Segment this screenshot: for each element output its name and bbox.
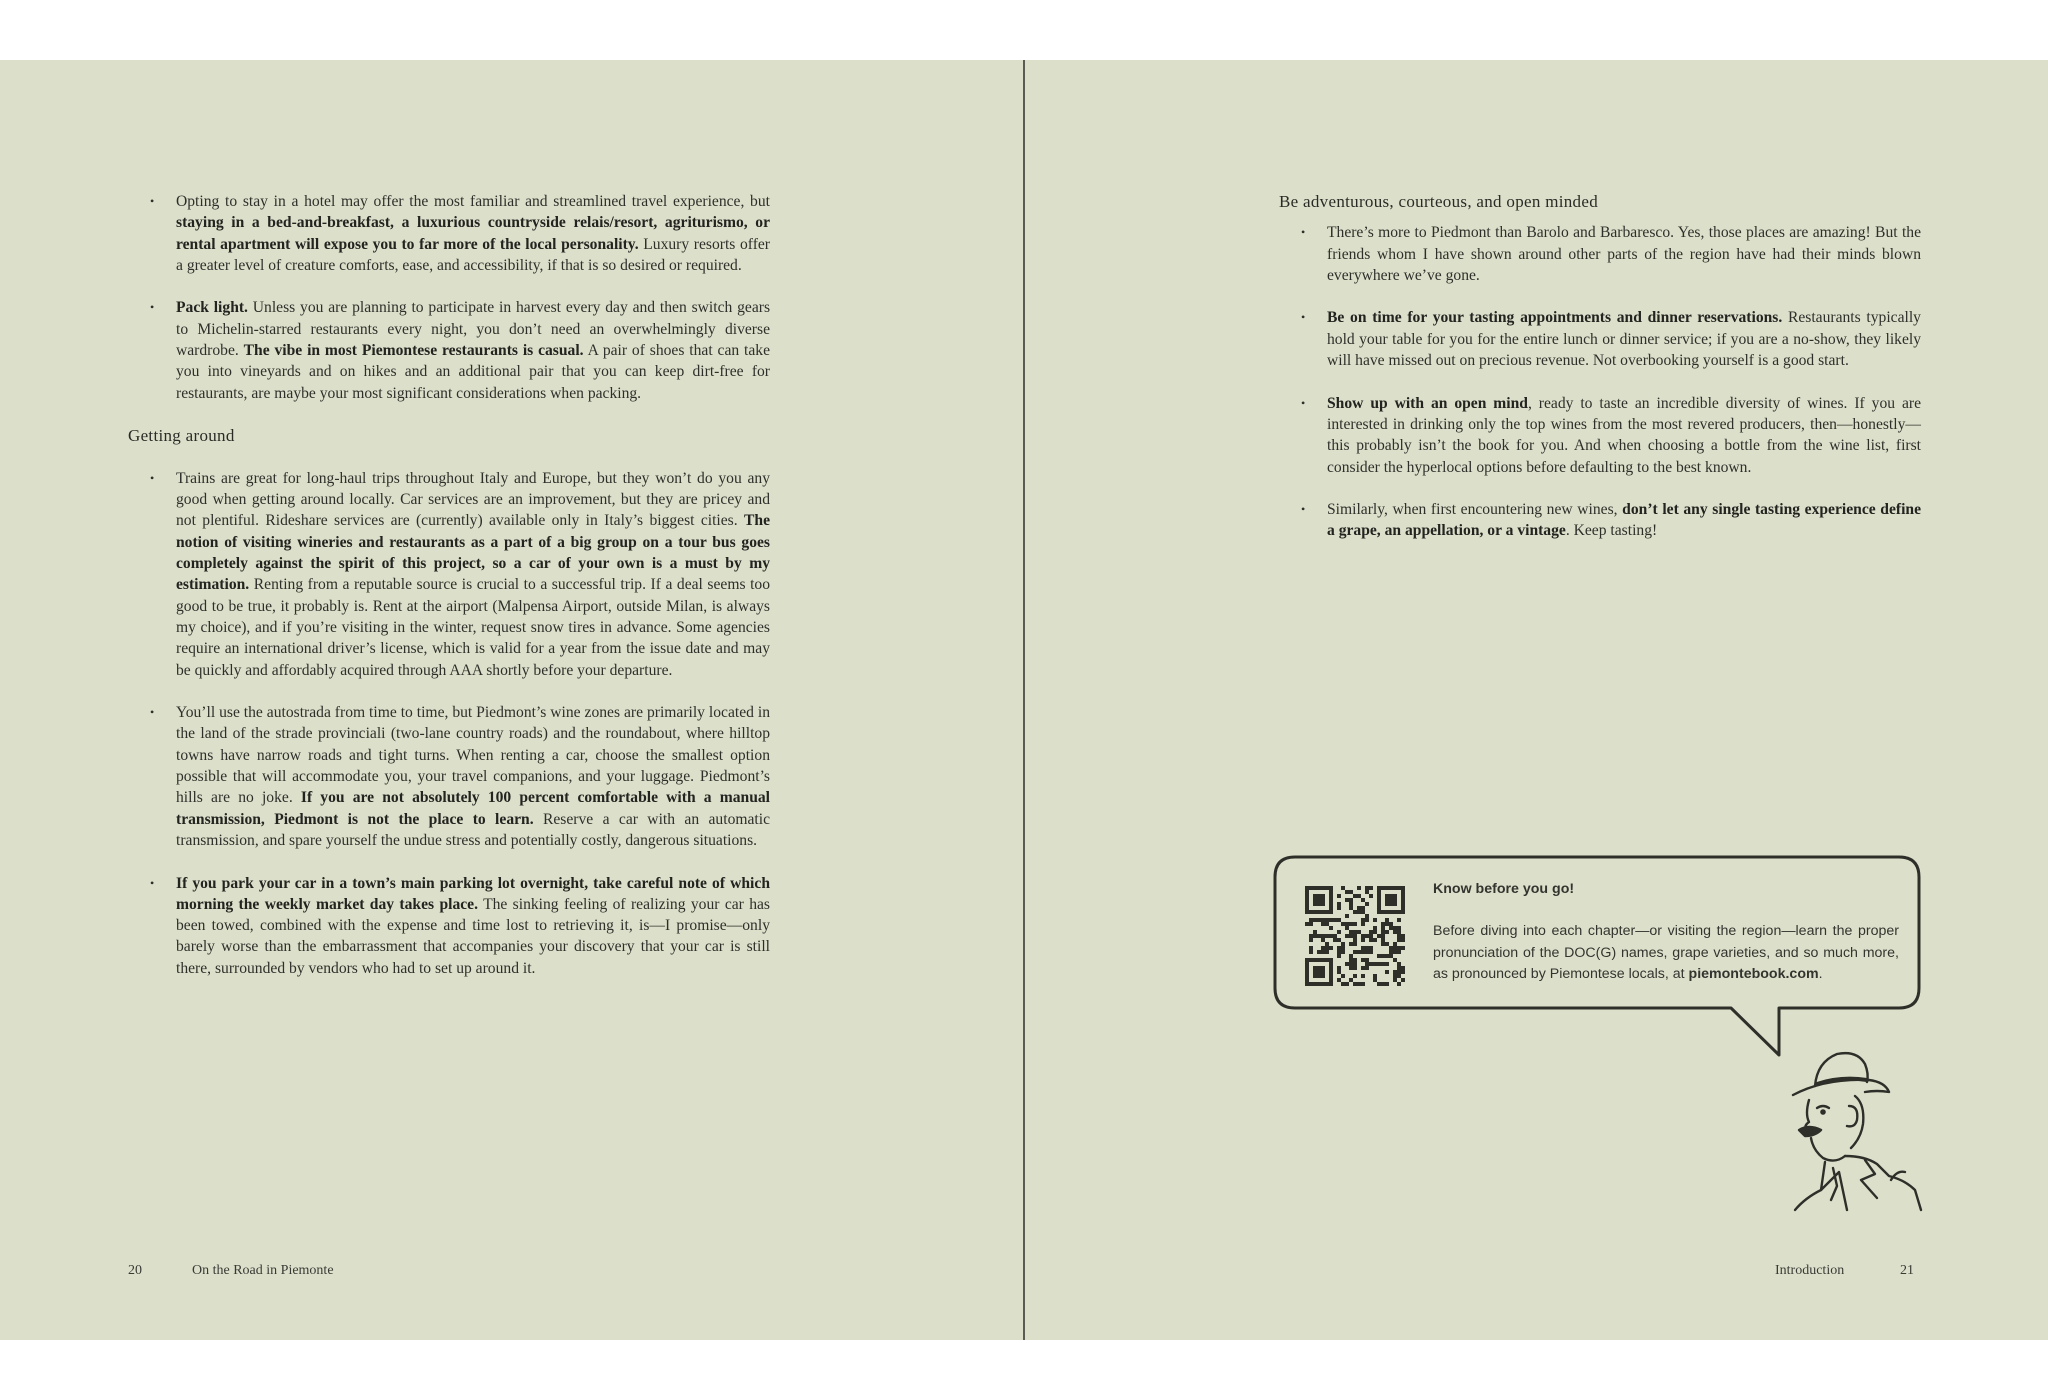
section-heading-getting-around: Getting around [128, 426, 235, 446]
page-number-right: 21 [1900, 1263, 1914, 1278]
right-page [1025, 60, 2048, 1340]
bullet-item: • Similarly, when first encountering new wines, don’t let any single tasting experience define a grape, an appellation, or a vintage. Keep tasting! [1279, 499, 1921, 542]
bullet-item: • Opting to stay in a hotel may offer the most familiar and streamlined travel experience, but staying in a bed-and-breakfast, a luxurious countryside relais/resort, agriturismo, or rental apartment will expose you to far more of the local personality. Luxury resorts offer a greater level of creature comforts, ease, and accessibility, if that is so desired or required. [128, 191, 770, 276]
left-bullets-top [128, 191, 770, 404]
bullet-item: • Pack light. Unless you are planning to participate in harvest every day and then switch gears to Michelin-starred restaurants every night, you don’t need an overwhelmingly diverse wardrobe. The vibe in most Piemontese restaurants is casual. A pair of shoes that can take you into vineyards and on hikes and an additional pair that you can keep dirt-free for restaurants, are maybe your most significant considerations when packing. [128, 297, 770, 403]
callout-speech-bubble [1273, 855, 1921, 1010]
man-in-hat-illustration-icon [1765, 1040, 1945, 1215]
right-bullets [1279, 222, 1921, 541]
left-bullets-bottom [128, 468, 770, 979]
callout-body: Before diving into each chapter—or visiting the region—learn the proper pronunciation of the DOC(G) names, grape varieties, and so much more, as pronounced by Piemontese locals, at [1433, 923, 1899, 982]
running-title-left: On the Road in Piemonte [192, 1263, 334, 1278]
callout-link[interactable]: piemontebook.com [1688, 965, 1819, 982]
bullet-item: • There’s more to Piedmont than Barolo and Barbaresco. Yes, those places are amazing! But the friends whom I have shown around other parts of the region have had their minds blown everywhere we’ve gone. [1279, 222, 1921, 286]
qr-code-icon [1305, 886, 1405, 986]
book-spread [0, 60, 2048, 1340]
right-text-column [1279, 191, 1921, 563]
bullet-item: • If you park your car in a town’s main parking lot overnight, take careful note of which morning the weekly market day takes place. The sinking feeling of realizing your car has been towed, combined with the expense and time lost to retrieving it, is—I promise—only barely worse than the embarrassment that accompanies your discovery that your car is still there, surrounded by vendors who had to set up around it. [128, 873, 770, 979]
bullet-item: • You’ll use the autostrada from time to time, but Piedmont’s wine zones are primarily located in the land of the strade provinciali (two-lane country roads) and the roundabout, where hilltop towns have narrow roads and tight turns. When renting a car, choose the smallest option possible that will accommodate you, your travel companions, and your luggage. Piedmont’s hills are no joke. If you are not absolutely 100 percent comfortable with a manual transmission, Piedmont is not the place to learn. Reserve a car with an automatic transmission, and spare yourself the undue stress and potentially costly, dangerous situations. [128, 702, 770, 851]
section-heading-adventurous: Be adventurous, courteous, and open minded [1279, 192, 1598, 211]
page-number-left: 20 [128, 1263, 142, 1278]
callout-text [1433, 879, 1899, 985]
callout-title: Know before you go! [1433, 881, 1575, 897]
bullet-item: • Be on time for your tasting appointments and dinner reservations. Restaurants typically hold your table for you for the entire lunch or dinner service; if you are a no-show, they likely will have missed out on precious revenue. Not overbooking yourself is a good start. [1279, 307, 1921, 371]
callout-tail: . [1818, 965, 1823, 982]
bullet-item: • Trains are great for long-haul trips throughout Italy and Europe, but they won’t do you any good when getting around locally. Car services are an improvement, but they are pricey and not plentiful. Rideshare services are (currently) available only in Italy’s biggest cities. The notion of visiting wineries and restaurants as a part of a big group on a tour bus goes completely against the spirit of this project, so a car of your own is a must by my estimation. Renting from a reputable source is crucial to a successful trip. If a deal seems too good to be true, it probably is. Rent at the airport (Malpensa Airport, outside Milan, is always my choice), and if you’re visiting in the winter, request snow tires in advance. Some agencies require an international driver’s license, which is valid for a year from the issue date and may be quickly and affordably acquired through AAA shortly before your departure. [128, 468, 770, 681]
left-text-column [128, 191, 770, 1000]
bullet-item: • Show up with an open mind, ready to taste an incredible diversity of wines. If you are interested in drinking only the top wines from the most revered producers, then—honestly—this probably isn’t the book for you. And when choosing a bottle from the wine list, first consider the hyperlocal options before defaulting to the best known. [1279, 393, 1921, 478]
left-page [0, 60, 1023, 1340]
running-title-right: Introduction [1775, 1263, 1845, 1278]
